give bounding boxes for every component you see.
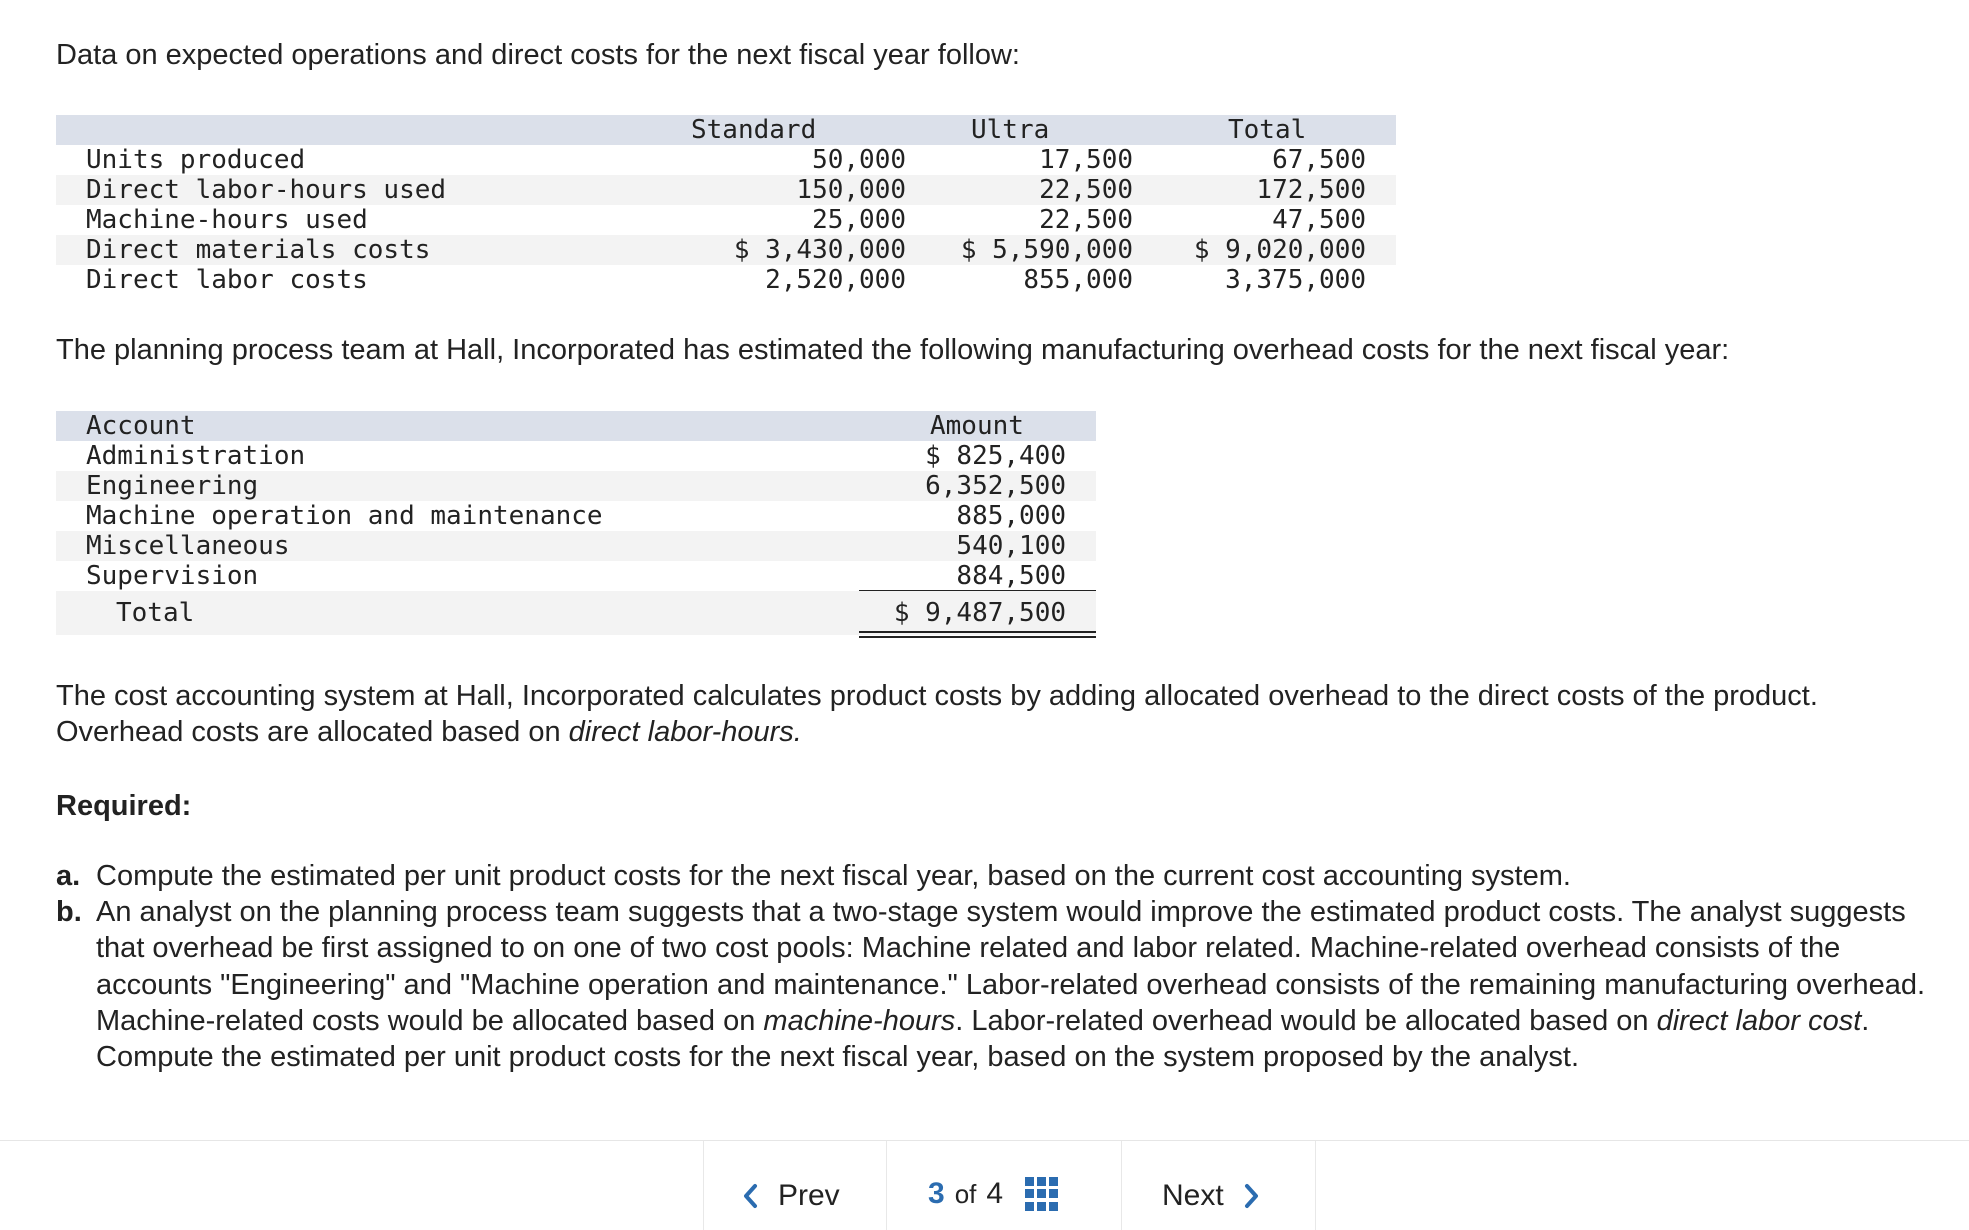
requirement-text-part: An analyst on the planning process team suggests that a two-stage system would improve the estimated product costs. The analyst suggests that overhead be first assigned to on one of two cost pools: Machine related and labor related. Machine-related overhead consists of the accounts "Engineering" and "Machine operation and maintenance." Labor-related overhead consists of the remaining manufacturing overhead. Machine-related costs would be allocated based on — [96, 896, 1926, 1037]
standard-value: 50,000 — [812, 145, 906, 175]
requirement-text-part: . Labor-related overhead would be allocated based on — [955, 1004, 1657, 1037]
table-row — [56, 205, 1396, 235]
table-total-row — [56, 591, 1096, 635]
requirement-emphasis: machine-hours — [763, 1004, 956, 1037]
ultra-value: 855,000 — [1023, 265, 1133, 295]
divider — [1121, 1141, 1122, 1230]
table-row — [56, 531, 1096, 561]
header-standard: Standard — [691, 115, 817, 145]
requirement-b — [56, 894, 1936, 1075]
prev-label: Prev — [778, 1179, 840, 1212]
row-label: Direct materials costs — [86, 235, 431, 265]
amount-value: 6,352,500 — [925, 471, 1066, 501]
account-label: Engineering — [86, 471, 259, 501]
pagination-footer — [0, 1140, 1969, 1230]
standard-value: 150,000 — [796, 175, 906, 205]
total-pages: 4 — [986, 1177, 1004, 1210]
table-row — [56, 501, 1096, 531]
overhead-intro-text: The planning process team at Hall, Incorporated has estimated the following manufacturing overhead costs for the next fiscal year: — [56, 334, 1730, 366]
table-row — [56, 265, 1396, 295]
grid-icon[interactable] — [1025, 1177, 1059, 1211]
amount-value: $ 825,400 — [925, 441, 1066, 471]
total-value: 3,375,000 — [1225, 265, 1366, 295]
requirement-a — [56, 858, 1936, 894]
requirement-label: b. — [56, 896, 82, 929]
table-row — [56, 235, 1396, 265]
table-row — [56, 561, 1096, 591]
requirement-text-part: . Compute the estimated per unit product costs for the next fiscal year, based on the system proposed by the analyst. — [96, 1004, 1870, 1074]
header-amount: Amount — [930, 411, 1024, 441]
total-value: 172,500 — [1256, 175, 1366, 205]
account-label: Administration — [86, 441, 306, 471]
amount-value: 884,500 — [956, 561, 1066, 591]
chevron-left-icon — [742, 1183, 758, 1209]
row-label: Direct labor costs — [86, 265, 368, 295]
double-underline — [859, 631, 1096, 638]
table-row — [56, 441, 1096, 471]
table-row — [56, 145, 1396, 175]
overhead-table — [56, 411, 1096, 635]
amount-value: 885,000 — [956, 501, 1066, 531]
standard-value: 2,520,000 — [765, 265, 906, 295]
account-label: Machine operation and maintenance — [86, 501, 603, 531]
total-value: 47,500 — [1272, 205, 1366, 235]
divider — [1315, 1141, 1316, 1230]
standard-value: 25,000 — [812, 205, 906, 235]
ultra-value: $ 5,590,000 — [960, 235, 1133, 265]
next-button[interactable] — [1162, 1179, 1260, 1213]
current-page: 3 — [928, 1177, 945, 1210]
total-value: 67,500 — [1272, 145, 1366, 175]
of-label: of — [954, 1178, 977, 1209]
ultra-value: 22,500 — [1039, 205, 1133, 235]
next-label: Next — [1162, 1179, 1224, 1212]
standard-value: $ 3,430,000 — [733, 235, 906, 265]
allocation-basis: direct labor-hours. — [568, 716, 802, 748]
allocation-text: The cost accounting system at Hall, Incorporated calculates product costs by adding allocated overhead to the direct costs of the product. Overhead costs are allocated based on — [56, 680, 1818, 748]
allocation-description — [56, 678, 1916, 750]
intro-text: Data on expected operations and direct costs for the next fiscal year follow: — [56, 39, 1020, 71]
requirement-text: Compute the estimated per unit product costs for the next fiscal year, based on the current cost accounting system. — [96, 860, 1571, 892]
row-label: Machine-hours used — [86, 205, 368, 235]
ultra-value: 17,500 — [1039, 145, 1133, 175]
requirement-emphasis: direct labor cost — [1656, 1004, 1862, 1037]
requirement-text — [96, 894, 1936, 1075]
total-amount: $ 9,487,500 — [893, 598, 1066, 628]
page-indicator — [928, 1177, 1059, 1211]
table-header-row — [56, 411, 1096, 441]
requirement-label: a. — [56, 860, 81, 892]
required-heading: Required: — [56, 790, 192, 822]
divider — [703, 1141, 704, 1230]
account-label: Supervision — [86, 561, 259, 591]
row-label: Units produced — [86, 145, 306, 175]
table-header-row — [56, 115, 1396, 145]
chevron-right-icon — [1244, 1183, 1260, 1209]
table-row — [56, 175, 1396, 205]
table-row — [56, 471, 1096, 501]
header-total: Total — [1228, 115, 1307, 145]
prev-button[interactable] — [742, 1179, 840, 1213]
amount-value: 540,100 — [956, 531, 1066, 561]
operations-table — [56, 115, 1396, 295]
header-account: Account — [86, 411, 196, 441]
total-label: Total — [116, 598, 195, 628]
account-label: Miscellaneous — [86, 531, 290, 561]
ultra-value: 22,500 — [1039, 175, 1133, 205]
requirements-list — [56, 858, 1936, 1075]
row-label: Direct labor-hours used — [86, 175, 447, 205]
header-ultra: Ultra — [971, 115, 1050, 145]
total-value: $ 9,020,000 — [1193, 235, 1366, 265]
divider — [886, 1141, 887, 1230]
